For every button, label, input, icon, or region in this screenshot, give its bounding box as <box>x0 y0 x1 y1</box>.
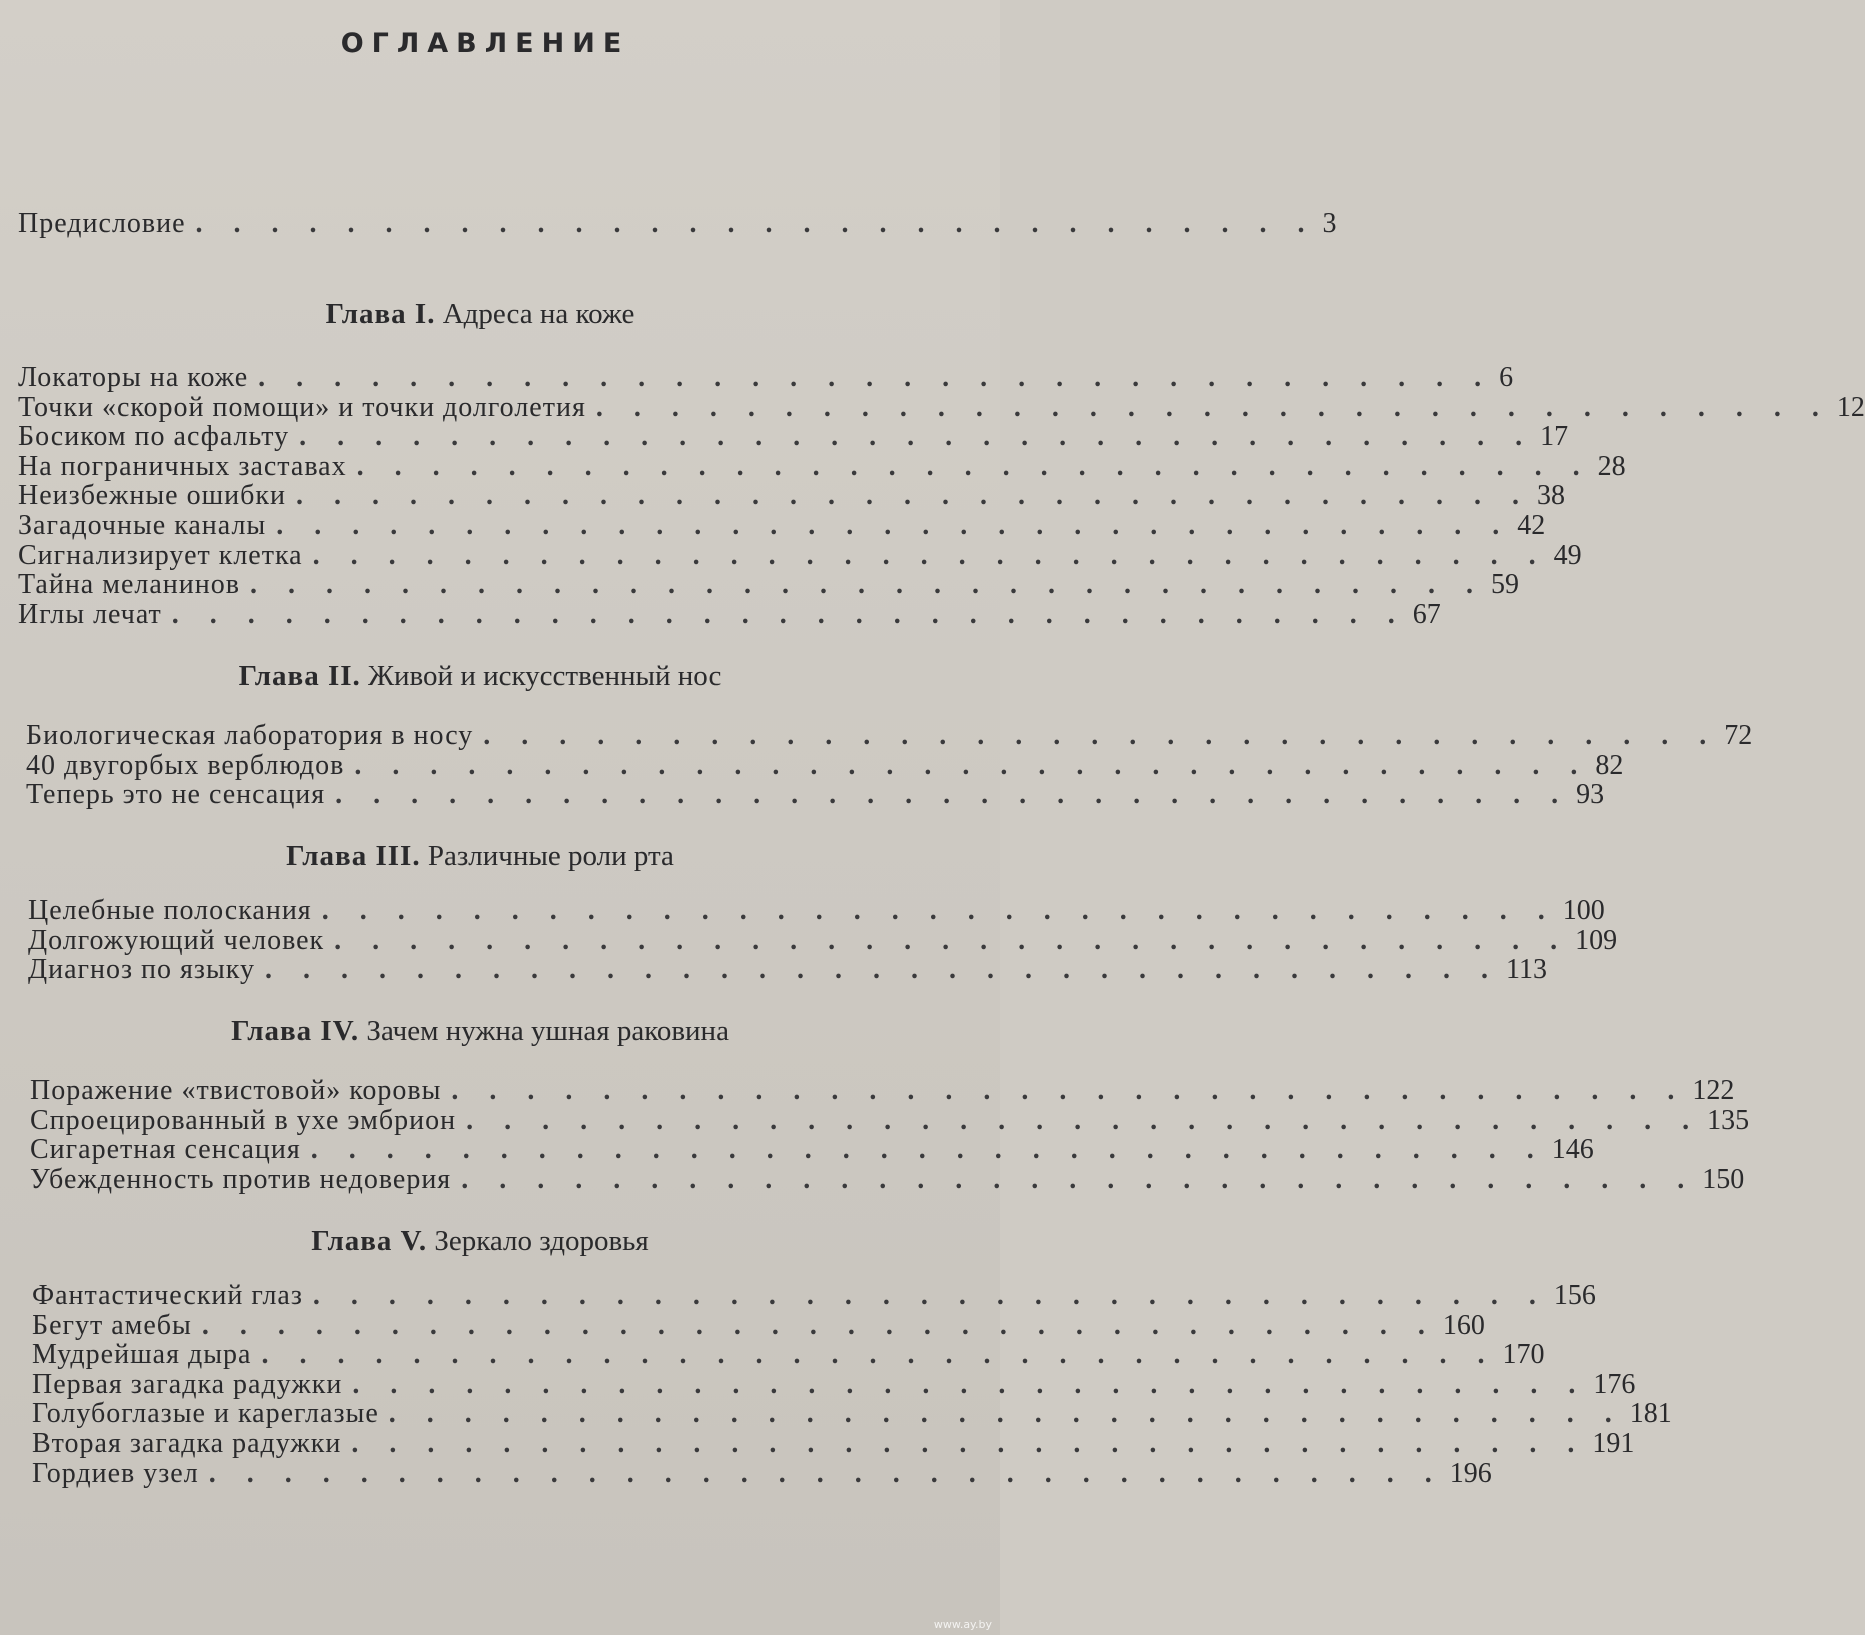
toc-entry <box>32 1339 1545 1371</box>
entry-page: 196 <box>1449 1457 1492 1489</box>
entry-label: Целебные полоскания <box>28 895 312 926</box>
chapter-heading <box>0 1225 960 1258</box>
dot-leader: . . . . . . . . . . . . . . . . . . . . . . . . . . . . . . . . . <box>171 598 1407 630</box>
dot-leader: . . . . . . . . . . . . . . . . . . . . . . . . . . . . . . . . . <box>321 895 1557 926</box>
chapter-title: Зеркало здоровья <box>434 1225 649 1257</box>
dot-leader: . . . . . . . . . . . . . . . . . . . . . . . . . . . . . . . . . <box>461 1163 1697 1195</box>
toc-entry <box>18 421 1569 453</box>
entry-label: Убежденность против недоверия <box>30 1163 452 1195</box>
toc-entry <box>32 1457 1492 1490</box>
entry-page: 72 <box>1724 720 1753 751</box>
entry-page: 12 <box>1836 391 1865 423</box>
dot-leader: . . . . . . . . . . . . . . . . . . . . . . . . . . . . . . . . . <box>258 362 1494 393</box>
toc-entry <box>30 1163 1745 1196</box>
toc-entry <box>28 954 1547 986</box>
toc-entry <box>32 1398 1672 1430</box>
entry-page: 146 <box>1551 1134 1594 1166</box>
entry-page: 181 <box>1629 1398 1672 1430</box>
toc-entry <box>32 1280 1596 1312</box>
dot-leader: . . . . . . . . . . . . . . . . . . . . . . . . . . . . . . . . . <box>299 421 1535 453</box>
toc-entry <box>18 598 1441 631</box>
toc-entry <box>18 480 1565 512</box>
entry-label: Теперь это не сенсация <box>26 779 326 811</box>
entry-page: 122 <box>1692 1075 1735 1106</box>
entry-page: 82 <box>1595 749 1624 781</box>
entry-page: 135 <box>1707 1104 1750 1136</box>
entry-label: Фантастический глаз <box>32 1280 303 1311</box>
toc-entry <box>30 1104 1750 1137</box>
watermark: www.ay.by <box>933 1618 992 1631</box>
dot-leader: . . . . . . . . . . . . . . . . . . . . . . . . . . . . . . . . . <box>466 1104 1702 1136</box>
dot-leader: . . . . . . . . . . . . . . . . . . . . . . . . . . . . . . . . . <box>208 1457 1444 1489</box>
toc-entry <box>32 1428 1635 1460</box>
chapter-number: Глава III. <box>286 840 421 872</box>
entry-label: Загадочные каналы <box>18 510 267 541</box>
entry-page: 6 <box>1499 362 1514 393</box>
dot-leader: . . . . . . . . . . . . . . . . . . . . . . . . . . . . . . . . . <box>334 924 1570 956</box>
chapter-heading <box>0 660 960 693</box>
toc-entry <box>26 749 1624 782</box>
dot-leader: . . . . . . . . . . . . . . . . . . . . . . . . . . . . . . <box>195 208 1317 239</box>
entry-label: На пограничных заставах <box>18 450 347 482</box>
dot-leader: . . . . . . . . . . . . . . . . . . . . . . . . . . . . . . . . . <box>276 510 1512 541</box>
dot-leader: . . . . . . . . . . . . . . . . . . . . . . . . . . . . . . . . . <box>354 749 1590 781</box>
entry-page: 17 <box>1540 421 1569 453</box>
entry-page: 176 <box>1593 1368 1636 1400</box>
dot-leader: . . . . . . . . . . . . . . . . . . . . . . . . . . . . . . . . . <box>312 539 1548 571</box>
dot-leader: . . . . . . . . . . . . . . . . . . . . . . . . . . . . . . . . . <box>388 1398 1624 1430</box>
entry-label: Предисловие <box>18 208 186 239</box>
entry-label: Гордиев узел <box>32 1457 199 1489</box>
entry-label: Поражение «твистовой» коровы <box>30 1075 442 1106</box>
entry-page: 113 <box>1505 954 1547 986</box>
chapter-title: Адреса на коже <box>442 298 635 330</box>
toc-entry <box>18 569 1519 601</box>
entry-label: Локаторы на коже <box>18 362 249 393</box>
entry-page: 49 <box>1553 539 1582 571</box>
entry-page: 191 <box>1592 1428 1635 1459</box>
entry-label: Биологическая лаборатория в носу <box>26 720 474 751</box>
dot-leader: . . . . . . . . . . . . . . . . . . . . . . . . . . . . . . . . . <box>295 480 1531 512</box>
entry-label: Мудрейшая дыра <box>32 1339 252 1371</box>
toc-entry <box>30 1075 1735 1107</box>
entry-label: Неизбежные ошибки <box>18 480 286 512</box>
entry-label: Первая загадка радужки <box>32 1368 343 1400</box>
toc-entry <box>32 1368 1636 1401</box>
entry-label: Спроецированный в ухе эмбрион <box>30 1104 457 1136</box>
entry-label: 40 двугорбых верблюдов <box>26 749 345 781</box>
chapter-heading <box>0 298 960 331</box>
chapter-number: Глава V. <box>311 1225 428 1257</box>
chapter-title: Различные роли рта <box>427 840 674 872</box>
entry-label: Вторая загадка радужки <box>32 1428 342 1459</box>
dot-leader: . . . . . . . . . . . . . . . . . . . . . . . . . . . . . . . . . <box>483 720 1719 751</box>
dot-leader: . . . . . . . . . . . . . . . . . . . . . . . . . . . . . . . . . <box>595 391 1831 423</box>
entry-page: 93 <box>1576 779 1605 811</box>
dot-leader: . . . . . . . . . . . . . . . . . . . . . . . . . . . . . . . . . <box>335 779 1571 811</box>
toc-entry <box>30 1134 1594 1166</box>
entry-label: Бегут амебы <box>32 1309 192 1341</box>
chapter-number: Глава I. <box>325 298 436 330</box>
chapter-title: Живой и искусственный нос <box>368 660 722 692</box>
toc-entry <box>18 391 1865 424</box>
entry-label: Сигнализирует клетка <box>18 539 303 571</box>
entry-label: Босиком по асфальту <box>18 421 290 453</box>
dot-leader: . . . . . . . . . . . . . . . . . . . . . . . . . . . . . . . . . <box>356 450 1592 482</box>
dot-leader: . . . . . . . . . . . . . . . . . . . . . . . . . . . . . . . . . <box>249 569 1485 601</box>
dot-leader: . . . . . . . . . . . . . . . . . . . . . . . . . . . . . . . . . <box>264 954 1500 986</box>
toc-entry <box>28 924 1618 957</box>
page-title: ОГЛАВЛЕНИЕ <box>340 28 630 59</box>
entry-page: 160 <box>1442 1309 1485 1341</box>
dot-leader: . . . . . . . . . . . . . . . . . . . . . . . . . . . . . . . . . <box>352 1368 1588 1400</box>
chapter-title: Зачем нужна ушная раковина <box>366 1015 729 1047</box>
dot-leader: . . . . . . . . . . . . . . . . . . . . . . . . . . . . . . . . . <box>451 1075 1687 1106</box>
dot-leader: . . . . . . . . . . . . . . . . . . . . . . . . . . . . . . . . . <box>312 1280 1548 1311</box>
entry-page: 170 <box>1502 1339 1545 1371</box>
toc-entry <box>26 720 1753 752</box>
toc-entry <box>18 510 1546 542</box>
toc-entry <box>26 779 1605 811</box>
entry-page: 109 <box>1575 924 1618 956</box>
dot-leader: . . . . . . . . . . . . . . . . . . . . . . . . . . . . . . . . . <box>261 1339 1497 1371</box>
toc-entry-preface <box>18 208 1337 240</box>
toc-entry <box>32 1309 1485 1342</box>
chapter-heading <box>0 1015 960 1048</box>
toc-entry <box>18 450 1626 483</box>
entry-label: Сигаретная сенсация <box>30 1134 301 1166</box>
entry-page: 67 <box>1412 598 1441 630</box>
entry-label: Диагноз по языку <box>28 954 255 986</box>
entry-page: 150 <box>1702 1163 1745 1195</box>
toc-entry <box>18 362 1514 394</box>
entry-page: 42 <box>1517 510 1546 541</box>
entry-page: 100 <box>1562 895 1605 926</box>
chapter-number: Глава IV. <box>231 1015 360 1047</box>
entry-page: 38 <box>1536 480 1565 512</box>
entry-label: Голубоглазые и кареглазые <box>32 1398 379 1430</box>
chapter-number: Глава II. <box>238 660 361 692</box>
dot-leader: . . . . . . . . . . . . . . . . . . . . . . . . . . . . . . . . . <box>201 1309 1437 1341</box>
entry-label: Тайна меланинов <box>18 569 240 601</box>
dot-leader: . . . . . . . . . . . . . . . . . . . . . . . . . . . . . . . . . <box>351 1428 1587 1459</box>
entry-label: Точки «скорой помощи» и точки долголетия <box>18 391 586 423</box>
entry-page: 156 <box>1553 1280 1596 1311</box>
toc-entry <box>28 895 1605 927</box>
entry-label: Иглы лечат <box>18 598 162 630</box>
toc-entry <box>18 539 1582 572</box>
entry-page: 3 <box>1322 208 1337 239</box>
dot-leader: . . . . . . . . . . . . . . . . . . . . . . . . . . . . . . . . . <box>310 1134 1546 1166</box>
chapter-heading <box>0 840 960 873</box>
entry-page: 28 <box>1597 450 1626 482</box>
entry-page: 59 <box>1490 569 1519 601</box>
entry-label: Долгожующий человек <box>28 924 325 956</box>
